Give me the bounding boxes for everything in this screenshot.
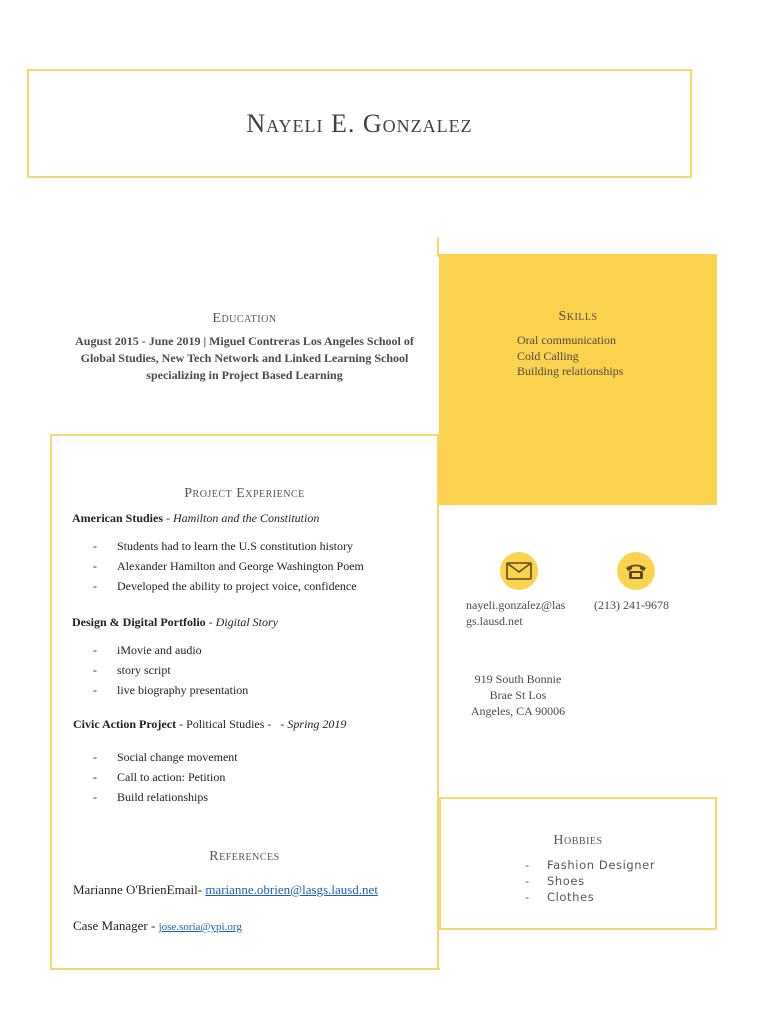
reference-label: Case Manager - [73,918,159,933]
hobbies-section [439,797,717,930]
project-experience-title: Project Experience [184,486,305,501]
project-heading [72,615,278,630]
list-item: - iMovie and audio [93,643,202,657]
project-bullets [93,747,238,807]
project-separator: - Political Studies - - [176,717,288,731]
full-name: Nayeli E. Gonzalez [246,108,473,138]
education-text: August 2015 - June 2019 | Miguel Contreras Los Angeles School of Global Studies, New Tech Network and Linked Learning School specializing in Project Based Learning [75,334,414,382]
list-item: - live biography presentation [93,683,249,697]
project-heading [72,511,319,526]
project-detail: Digital Story [215,615,278,629]
project-heading [73,717,346,732]
list-item: - story script [93,663,171,677]
skills-list [517,333,623,380]
project-name: American Studies [72,511,163,525]
project-detail: Spring 2019 [287,717,347,731]
contact-email: nayeli.gonzalez@las gs.lausd.net [466,598,566,628]
telephone-icon [617,552,655,590]
skills-section [439,254,717,505]
project-name: Civic Action Project [73,717,177,731]
references-title: References [209,849,280,864]
skill-item: Building relationships [517,364,624,378]
skill-item: Oral communication [517,333,616,347]
hobbies-list [525,857,655,905]
project-name: Design & Digital Portfolio [72,615,206,629]
envelope-icon [500,552,538,590]
list-item: - Clothes [525,890,595,904]
reference-line [73,918,242,934]
project-bullets [93,640,248,700]
list-item: - Build relationships [93,790,208,804]
project-separator: - [205,615,216,629]
list-item: - Students had to learn the U.S constitution history [93,539,353,553]
skill-item: Cold Calling [517,348,579,363]
project-separator: - [163,511,173,525]
hobbies-title: Hobbies [553,833,603,848]
contact-address: 919 South Bonnie Brae St Los Angeles, CA 90006 [470,672,566,718]
skills-title: Skills [558,309,598,324]
list-item: - Shoes [525,874,585,888]
reference-email-link[interactable]: marianne.obrien@lasgs.lausd.net [205,882,378,897]
reference-email-link[interactable]: jose.soria@ypi.org [158,921,242,933]
reference-line [73,882,378,898]
list-item: - Alexander Hamilton and George Washington Poem [93,559,364,573]
list-item: - Developed the ability to project voice, confidence [93,579,357,593]
project-detail: Hamilton and the Constitution [173,511,320,525]
list-item: - Call to action: Petition [93,770,226,784]
education-title: Education [212,311,277,326]
name-header-box [27,69,692,178]
list-item: - Fashion Designer [525,858,656,872]
contact-phone: (213) 241-9678 [594,598,669,612]
project-bullets [93,536,364,596]
reference-label: Marianne O'BrienEmail- [73,882,206,897]
list-item: - Social change movement [93,750,238,764]
